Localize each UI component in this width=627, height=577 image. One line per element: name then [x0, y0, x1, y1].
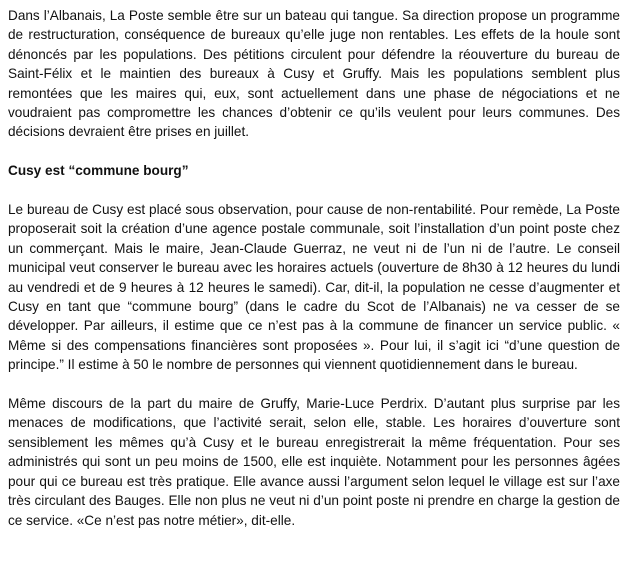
cusy-paragraph: Le bureau de Cusy est placé sous observation, pour cause de non-rentabilité. Pour remède, La Poste proposerait soit la création d’une agence postale communale, soit l’installation d’un point poste chez un commerçant. Mais le maire, Jean-Claude Guerraz, ne veut ni de l’un ni de l’autre. Le conseil municipal veut conserver le bureau avec les horaires actuels (ouverture de 8h30 à 12 heures du lundi au vendredi et de 9 heures à 12 heures le samedi). Car, dit-il, la population ne cesse d’augmenter et Cusy en tant que “commune bourg” (dans le cadre du Scot de l’Albanais) ne va cesser de se développer. Par ailleurs, il estime que ce n’est pas à la commune de financer un service public. « Même si des compensations financières sont proposées ». Pour lui, il s’agit ici “d’une question de principe.” Il estime à 50 le nombre de personnes qui viennent quotidiennement dans le bureau.	[8, 202, 620, 373]
gruffy-paragraph: Même discours de la part du maire de Gruffy, Marie-Luce Perdrix. D’autant plus surprise par les menaces de modifications, que l’activité serait, selon elle, stable. Les horaires d’ouverture sont sensiblement les mêmes qu’à Cusy et le bureau enregistrerait la même fréquentation. Pour ses administrés qui sont un peu moins de 1500, elle est inquiète. Notamment pour les personnes âgées pour qui ce bureau est très pratique. Elle avance aussi l’argument selon lequel le village est sur l’axe très circulant des Bauges. Elle non plus ne veut ni d’un point poste ni prendre en charge la gestion de ce service. «Ce n’est pas notre métier», dit-elle.	[8, 396, 620, 528]
paragraph-spacer	[8, 375, 620, 394]
article	[8, 6, 620, 530]
intro-paragraph: Dans l’Albanais, La Poste semble être sur un bateau qui tangue. Sa direction propose un programme de restructuration, conséquence de bureaux qu’elle juge non rentables. Les effets de la houle sont dénoncés par les populations. Des pétitions circulent pour défendre la réouverture du bureau de Saint-Félix et le maintien des bureaux à Cusy et Gruffy. Mais les populations semblent plus remontées que les maires qui, eux, sont actuellement dans une phase de négociations et ne voudraient pas compromettre les chances d’obtenir ce qu’ils veulent pour leurs communes. Des décisions devraient être prises en juillet.	[8, 8, 620, 140]
section-heading: Cusy est “commune bourg”	[8, 163, 189, 179]
